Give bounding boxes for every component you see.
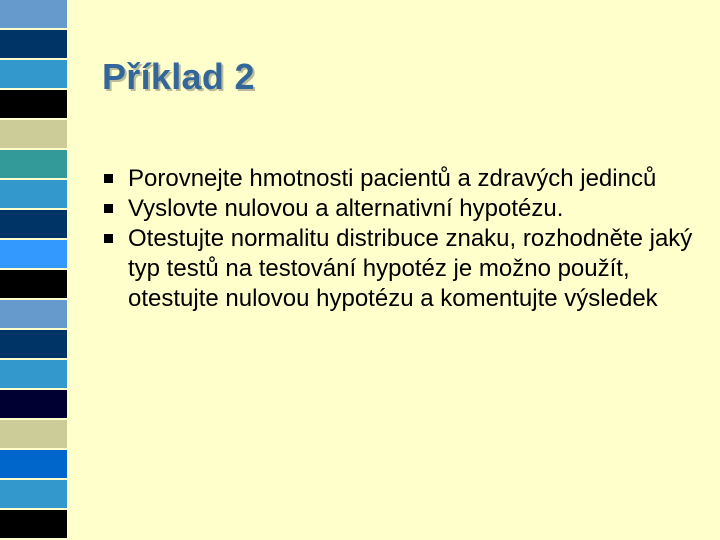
- stripe-block: [0, 120, 67, 150]
- stripe-block: [0, 480, 67, 510]
- stripe-block: [0, 300, 67, 330]
- bullet-item: [104, 194, 694, 224]
- square-bullet-icon: [104, 174, 113, 183]
- bullet-item: [104, 224, 694, 314]
- stripe-block: [0, 90, 67, 120]
- square-bullet-icon: [104, 234, 113, 243]
- slide-title: Příklad 2: [102, 56, 255, 97]
- stripe-block: [0, 150, 67, 180]
- stripe-block: [0, 240, 67, 270]
- square-bullet-icon: [104, 204, 113, 213]
- stripe-block: [0, 0, 67, 30]
- stripe-block: [0, 390, 67, 420]
- stripe-block: [0, 210, 67, 240]
- stripe-block: [0, 60, 67, 90]
- bullet-item: [104, 164, 694, 194]
- stripe-block: [0, 450, 67, 480]
- bullet-text: Otestujte normalitu distribuce znaku, rozhodněte jaký typ testů na testování hypotéz je možno použít, otestujte nulovou hypotézu a komentujte výsledek: [128, 225, 693, 312]
- stripe-block: [0, 360, 67, 390]
- stripe-block: [0, 510, 67, 540]
- bullet-text: Porovnejte hmotnosti pacientů a zdravých jedinců: [128, 165, 657, 192]
- decorative-stripe: [0, 0, 67, 540]
- stripe-block: [0, 330, 67, 360]
- stripe-block: [0, 270, 67, 300]
- bullet-list: [104, 164, 694, 314]
- stripe-block: [0, 420, 67, 450]
- bullet-text: Vyslovte nulovou a alternativní hypotézu.: [128, 195, 564, 222]
- stripe-block: [0, 180, 67, 210]
- stripe-block: [0, 30, 67, 60]
